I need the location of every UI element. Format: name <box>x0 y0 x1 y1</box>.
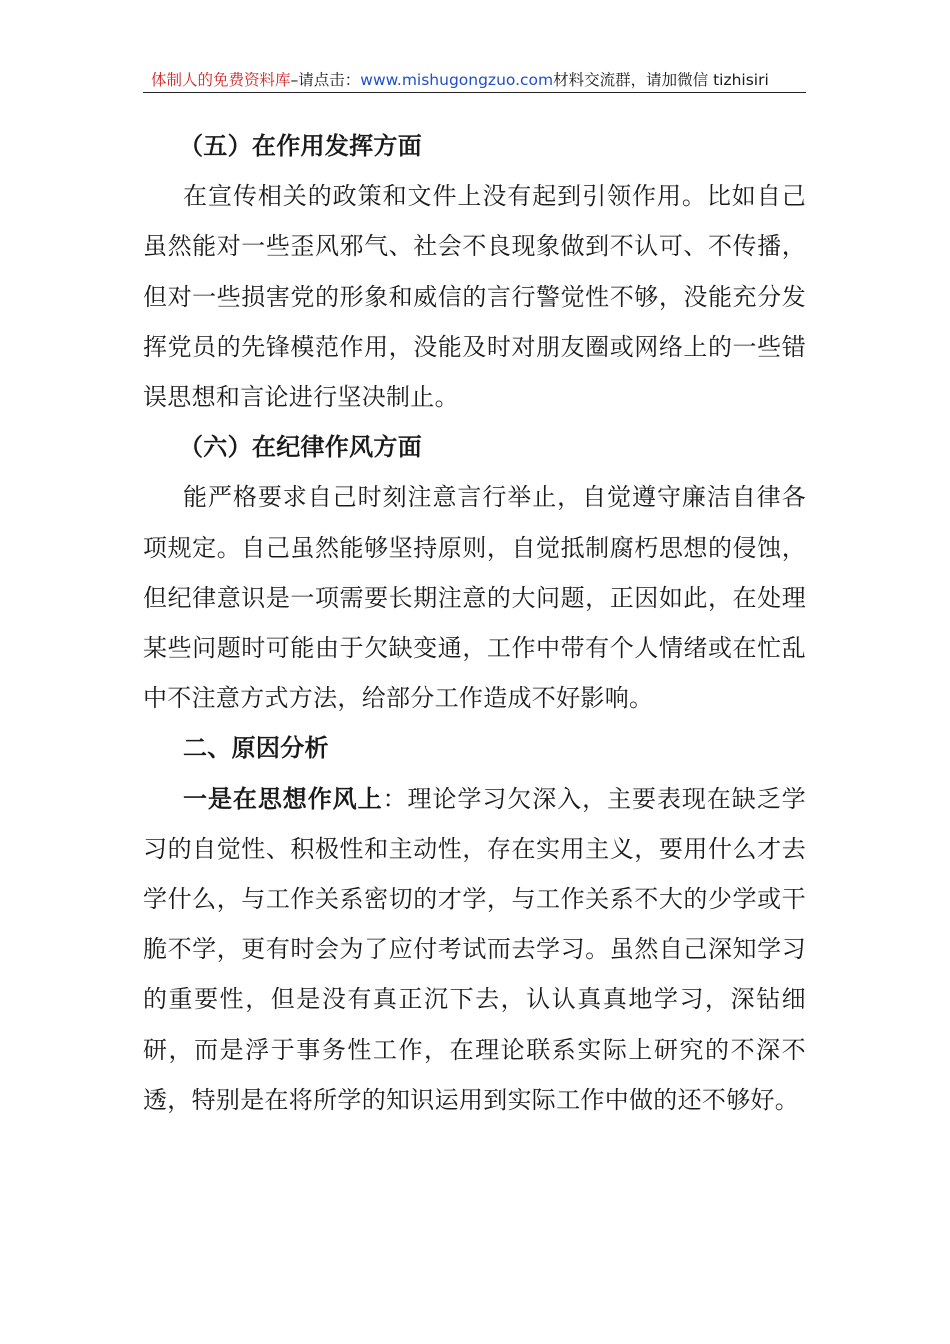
section-paragraph-5: 在宣传相关的政策和文件上没有起到引领作用。比如自己虽然能对一些歪风邪气、社会不良现象做到不认可、不传播，但对一些损害党的形象和威信的言行警觉性不够，没能充分发挥党员的先锋模范作用，没能及时对朋友圈或网络上的一些错误思想和言论进行坚决制止。 <box>143 182 806 412</box>
section-heading-6: （六）在纪律作风方面 <box>179 433 422 462</box>
cause-paragraph-1 <box>143 774 806 1125</box>
header-brand: 体制人的免费资料库 <box>151 71 291 89</box>
cause-item-body: 理论学习欠深入，主要表现在缺乏学习的自觉性、积极性和主动性，存在实用主义，要用什么才去学什么，与工作关系密切的才学，与工作关系不大的少学或干脆不学，更有时会为了应付考试而去学习。虽然自己深知学习的重要性，但是没有真正沉下去，认认真真地学习，深钻细研，而是浮于事务性工作，在理论联系实际上研究的不深不透，特别是在将所学的知识运用到实际工作中做的还不够好。 <box>143 784 806 1114</box>
cause-item-label: 一是在思想作风上 <box>183 784 383 813</box>
part-heading-cause-analysis: 二、原因分析 <box>183 734 329 763</box>
header-prompt: –请点击： <box>290 71 361 89</box>
section-heading-5: （五）在作用发挥方面 <box>179 132 422 160</box>
page-header <box>143 70 806 93</box>
cause-item-separator: ： <box>382 784 408 813</box>
header-url-link[interactable]: www.mishugongzuo.com <box>360 71 554 89</box>
section-paragraph-6: 能严格要求自己时刻注意言行举止，自觉遵守廉洁自律各项规定。自己虽然能够坚持原则，自觉抵制腐朽思想的侵蚀，但纪律意识是一项需要长期注意的大问题，正因如此，在处理某些问题时可能由于欠缺变通，工作中带有个人情绪或在忙乱中不注意方式方法，给部分工作造成不好影响。 <box>143 483 806 713</box>
document-body <box>143 121 806 1125</box>
header-contact: 材料交流群，请加微信 tizhisiri <box>553 71 769 89</box>
